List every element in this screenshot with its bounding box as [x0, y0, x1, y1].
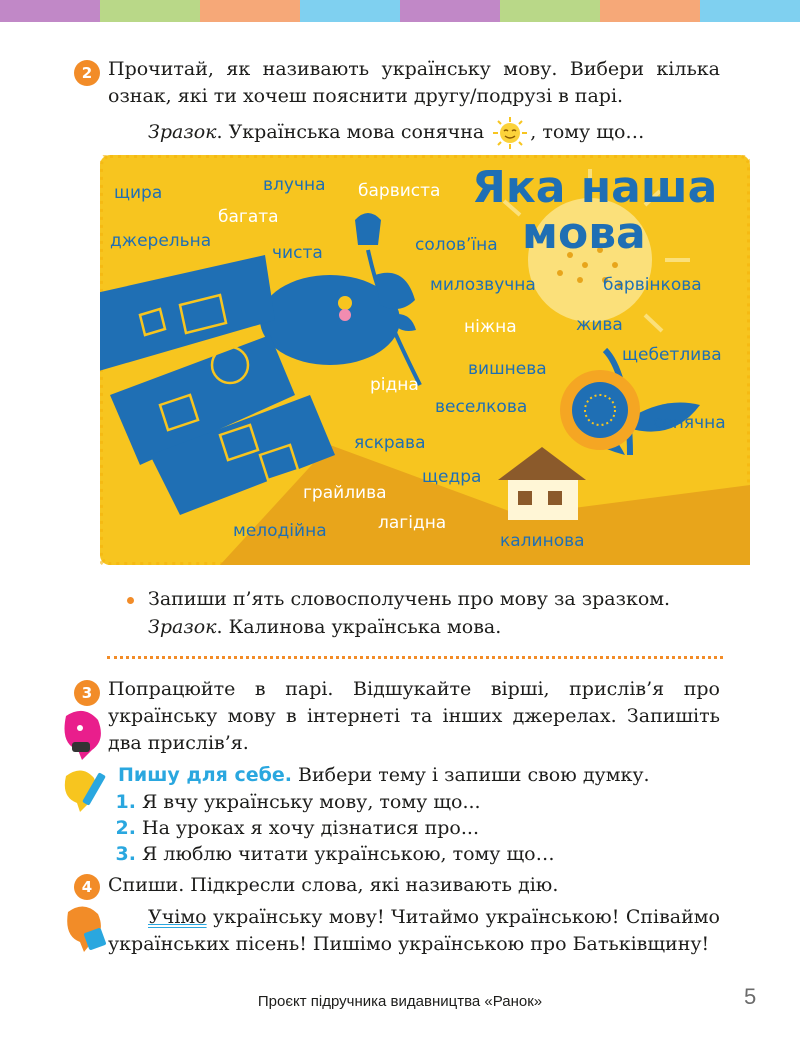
task4-instruction: Спиши. Підкресли слова, які називають дію.	[108, 874, 559, 896]
example-tail: , тому що…	[530, 121, 645, 143]
task4-paragraph	[108, 904, 720, 958]
task2-example	[148, 116, 708, 150]
list-text: На уроках я хочу дізнатися про...	[142, 817, 479, 839]
word-bahata: багата	[218, 207, 279, 227]
bullet-task-example	[148, 614, 728, 641]
top-color-stripes	[0, 0, 800, 22]
yellow-pencil-mascot-icon	[60, 766, 108, 818]
word-vluchna: влучна	[263, 175, 326, 195]
word-nizhna: ніжна	[464, 317, 517, 337]
word-mylozvuchna: милозвучна	[430, 275, 536, 295]
word-barvinkova: барвінкова	[603, 275, 702, 295]
list-item	[108, 841, 728, 868]
word-shchyra: щира	[114, 183, 163, 203]
task2-instruction: Прочитай, як називають українську мову. Вибери кілька ознак, які ти хочеш пояснити другу/подрузі в парі.	[108, 58, 720, 107]
poster-title-line1: Яка наша	[472, 162, 718, 213]
example-label: Зразок	[148, 616, 217, 638]
word-kalynova: калинова	[500, 531, 585, 551]
underlined-word: Учімо	[148, 906, 207, 928]
word-shchedra: щедра	[422, 467, 482, 487]
word-zhyva: жива	[576, 315, 623, 335]
example-text: . Калинова українська мова.	[216, 616, 502, 638]
list-text: Я вчу українську мову, тому що...	[142, 791, 481, 813]
poster-title-line2: мова	[522, 208, 646, 259]
poster-title	[472, 162, 718, 259]
stripe	[700, 0, 800, 22]
bullet-task-instruction: Запиши п’ять словосполучень про мову за зразком.	[148, 588, 671, 610]
footer-publisher: Проєкт підручника видавництва «Ранок»	[257, 993, 543, 1010]
word-barvysta: барвиста	[358, 181, 441, 201]
dotted-divider	[107, 656, 723, 659]
word-solovyina: солов’їна	[415, 235, 498, 255]
list-item	[108, 789, 728, 816]
stripe	[300, 0, 400, 22]
write-for-self-text: Вибери тему і запиши свою думку.	[292, 764, 650, 786]
word-melodiina: мелодійна	[233, 521, 327, 541]
stripe	[400, 0, 500, 22]
bullet-dot	[127, 597, 134, 604]
list-text: Я люблю читати українською, тому що…	[142, 843, 555, 865]
word-hrailyva: грайлива	[303, 483, 387, 503]
word-dzherelna: джерельна	[110, 231, 212, 251]
write-for-self-label: Пишу для себе.	[118, 764, 292, 786]
task4-paragraph-text: українську мову! Читаймо українською! Співаймо українських пісень! Пишімо українською про Батьківщину!	[108, 906, 720, 955]
page-number: 5	[744, 984, 757, 1009]
task3-instruction: Попрацюйте в парі. Відшукайте вірші, прислів’я про українську мову в інтернеті та інших джерелах. Запишіть два прислів’я.	[108, 678, 720, 754]
word-yaskrava: яскрава	[354, 433, 426, 453]
stripe	[200, 0, 300, 22]
list-number: 2.	[115, 817, 136, 839]
list-number: 3.	[115, 843, 136, 865]
stripe	[600, 0, 700, 22]
task-number-badge: 2	[74, 60, 100, 86]
word-lahidna: лагідна	[378, 513, 447, 533]
word-vyshneva: вишнева	[468, 359, 547, 379]
stripe	[100, 0, 200, 22]
example-text: . Українська мова сонячна	[216, 121, 485, 143]
word-veselkova: веселкова	[435, 397, 528, 417]
stripe	[500, 0, 600, 22]
word-ridna: рідна	[370, 375, 419, 395]
pink-mascot-icon	[58, 708, 104, 768]
example-label: Зразок	[148, 121, 217, 143]
language-poster	[100, 155, 750, 565]
write-for-self-header	[118, 762, 728, 789]
word-shchebetlyva: щебетлива	[622, 345, 722, 365]
orange-mascot-icon	[62, 904, 108, 960]
stripe	[0, 0, 100, 22]
word-chysta: чиста	[272, 243, 323, 263]
word-soniachna: сонячна	[653, 413, 726, 433]
sun-emoji-icon	[490, 116, 530, 150]
task-number-badge: 4	[74, 874, 100, 900]
list-item	[108, 815, 728, 842]
list-number: 1.	[115, 791, 136, 813]
task-number-badge: 3	[74, 680, 100, 706]
